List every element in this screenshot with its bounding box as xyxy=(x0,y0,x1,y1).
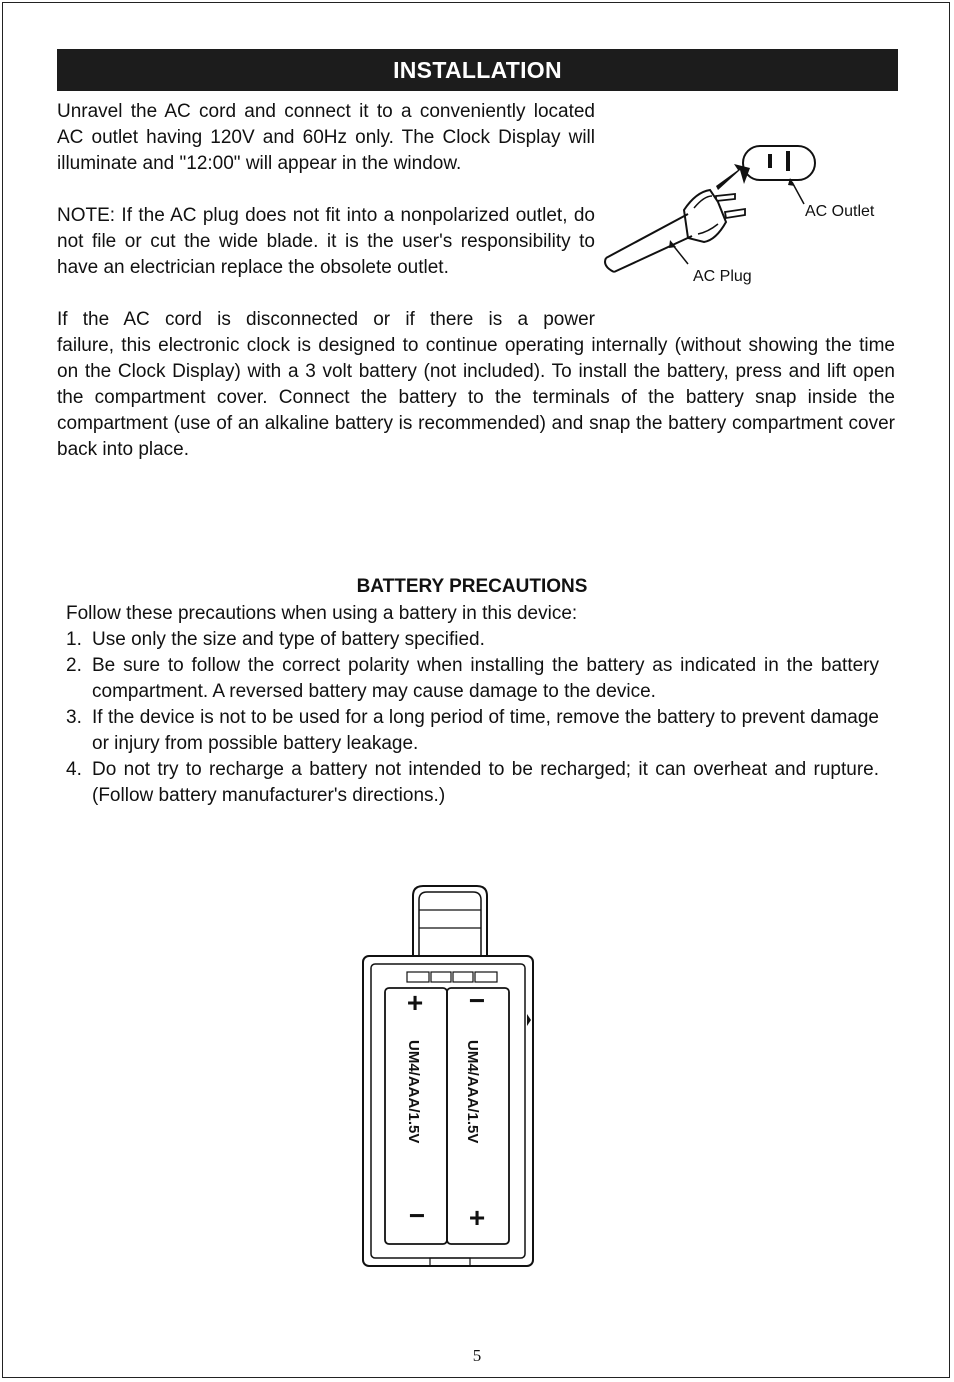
list-item xyxy=(66,653,879,705)
list-item-number: 3. xyxy=(66,707,82,728)
install-paragraph-3-rest: failure, this electronic clock is designed to continue operating internally (without showing the time on the Clock Display) with a 3 volt battery (not included). To install the battery, press and lift open the compartment cover. Connect the battery to the terminals of the battery snap inside the compartment (use of an alkaline battery is recommended) and snap the battery compartment cover back into place. xyxy=(57,335,895,460)
right-cell-bottom-polarity: + xyxy=(468,1202,486,1233)
list-item-text: Do not try to recharge a battery not intended to be recharged; it can overheat and rupture. (Follow battery manufacturer's directions.) xyxy=(92,759,879,806)
battery-compartment-illustration xyxy=(355,880,545,1275)
ac-outlet-label: AC Outlet xyxy=(805,203,875,220)
precautions-list xyxy=(66,627,879,809)
section-header-installation: INSTALLATION xyxy=(57,49,898,91)
insert-arrow-icon xyxy=(716,164,750,190)
list-item-number: 2. xyxy=(66,655,82,676)
right-cell-top-polarity: − xyxy=(468,985,486,1016)
ac-outlet-icon xyxy=(743,146,815,180)
list-item xyxy=(66,627,879,653)
list-item xyxy=(66,757,879,809)
left-cell-bottom-polarity: − xyxy=(408,1200,426,1231)
precautions-intro: Follow these precautions when using a battery in this device: xyxy=(66,603,578,624)
install-note-paragraph: NOTE: If the AC plug does not fit into a nonpolarized outlet, do not file or cut the wide blade. it is the user's responsibility to have an electrician replace the obsolete outlet. xyxy=(57,205,595,278)
list-item-number: 1. xyxy=(66,629,82,650)
left-cell-label: UM4/AAA/1.5V xyxy=(405,1040,422,1144)
install-paragraph-1: Unravel the AC cord and connect it to a conveniently located AC outlet having 120V and 60Hz only. The Clock Display will illuminate and "12:00" will appear in the window. xyxy=(57,101,595,174)
ac-plug-label: AC Plug xyxy=(693,268,752,285)
left-cell-top-polarity: + xyxy=(406,987,424,1018)
section-title-battery-precautions: BATTERY PRECAUTIONS xyxy=(356,576,588,597)
right-cell-label: UM4/AAA/1.5V xyxy=(464,1040,481,1144)
list-item-text: Be sure to follow the correct polarity when installing the battery as indicated in the battery compartment. A reversed battery may cause damage to the device. xyxy=(92,655,879,702)
list-item-text: Use only the size and type of battery specified. xyxy=(92,629,485,650)
list-item-text: If the device is not to be used for a long period of time, remove the battery to prevent damage or injury from possible battery leakage. xyxy=(92,707,879,754)
page-number: 5 xyxy=(472,1346,482,1365)
install-paragraph-3-line1: If the AC cord is disconnected or if there is a power xyxy=(57,309,595,330)
list-item-number: 4. xyxy=(66,759,82,780)
list-item xyxy=(66,705,879,757)
